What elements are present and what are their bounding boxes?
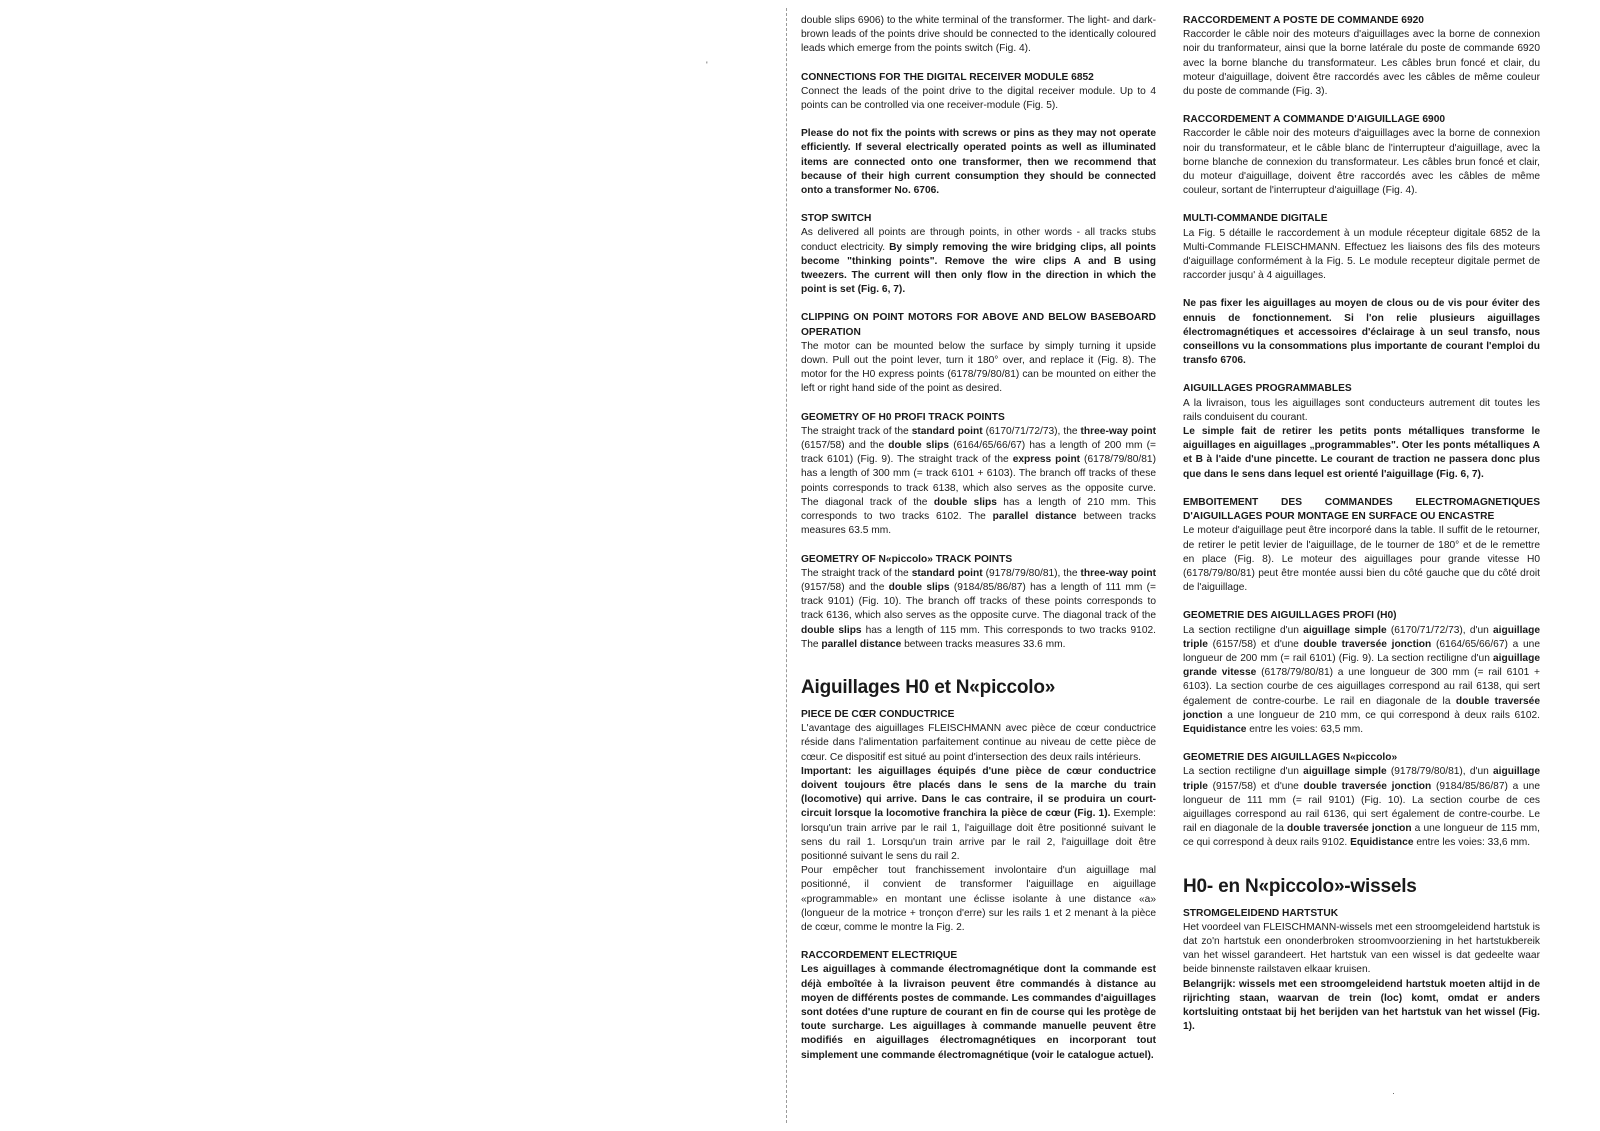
bold-run: double traversée jonction — [1303, 780, 1432, 792]
bold-run: three-way point — [1080, 567, 1156, 579]
geometrie-n-section — [1183, 751, 1540, 850]
right-column — [1183, 14, 1540, 1048]
section-heading: RACCORDEMENT A COMMANDE D'AIGUILLAGE 6900 — [1183, 114, 1446, 126]
text-run: (6178/79/80/81) has a length of 300 mm (= track 6101 + 6103). The branch off tracks of these points corresponds to track 6138, which also serves as the opposite curve. The diagonal track of the — [801, 454, 1156, 508]
scan-speck: · — [1392, 1088, 1395, 1098]
stop-switch-section — [801, 212, 1156, 297]
text-run: The straight track of the — [801, 425, 912, 437]
text-run: (6164/65/66/67) a une longueur de 200 mm (= rail 6101) (Fig. 9). La section rectiligne d'un — [1183, 638, 1540, 664]
commande-6900-section — [1183, 113, 1540, 198]
section-text — [1183, 765, 1540, 850]
section-heading: STOP SWITCH — [801, 213, 872, 225]
text-run: a une longueur de 210 mm, ce qui correspond à deux rails 6102. — [1222, 709, 1540, 721]
text-run: (9184/85/86/87) has a length of 111 mm (= track 9101) (Fig. 10). The branch off tracks of these points corresponds to track 6136, which also serves as the opposite curve. The diagonal track of the — [801, 581, 1156, 622]
text-run: La section rectiligne d'un — [1183, 624, 1304, 636]
geometry-h0-section — [801, 411, 1156, 539]
section-heading: GEOMETRY OF H0 PROFI TRACK POINTS — [801, 411, 1005, 423]
section-text: Les aiguillages à commande électromagnétique dont la commande est déjà emboîtée à la livraison peuvent être commandés à distance au moyen de différents postes de commande. Les commandes d'aiguillages sont dotées d'une rupture de courant en fin de course qui les protège de toute surcharge. Les aiguillages à commande manuelle peuvent être modifiés en aiguillages électromagnétiques en incorporant tout simplement une commande électromagnétique (voir le catalogue actuel). — [801, 964, 1156, 1061]
section-text: Pour empêcher tout franchissement involontaire d'un aiguillage mal positionné, il convient de transformer l'aiguillage en aiguillage «programmable» en montant une éclisse isolante à une distance «a» (longueur de la motrice + tronçon d'erre) sur les rails 1 et 2 menant à la pièce de cœur, comme le montre la Fig. 2. — [801, 865, 1156, 933]
section-heading: GEOMETRIE DES AIGUILLAGES PROFI (H0) — [1183, 610, 1397, 622]
scan-speck: ' — [706, 60, 708, 70]
warning-paragraph: Ne pas fixer les aiguillages au moyen de clous ou de vis pour éviter des ennuis de fonctionnement. Si l'on relie plusieurs aiguillages électromagnétiques et accessoires d'éclairage à un seul transfo, nous conseillons vu la consommations plus importante de courant l'emploi du transfo 6706. — [1183, 298, 1540, 367]
bold-run: double slips — [933, 496, 997, 508]
section-text: Raccorder le câble noir des moteurs d'aiguillages avec la borne de connexion noir du transformateur, et le câble blanc de l'interrupteur d'aiguillage, avec la borne blanche de connexion du transformateur. Les câbles brun foncé et clair, du moteur d'aiguillage, doivent être raccordés avec les câbles de même couleur, sortant de l'interrupteur d'aiguillage (Fig. 4). — [1183, 128, 1540, 197]
french-section-title: Aiguillages H0 et N«piccolo» — [801, 676, 1056, 698]
text-run: (6157/58) et d'une — [1207, 638, 1304, 650]
bold-run: Important: les aiguillages équipés d'une pièce de cœur conductrice doivent toujours être placés dans le sens de la marche du train (locomotive) qui arrive. Dans le cas contraire, il se produira un court-circuit lorsque la locomotive franchira la pièce de cœur (Fig. 1). — [801, 765, 1156, 820]
section-heading: AIGUILLAGES PROGRAMMABLES — [1183, 383, 1352, 395]
bold-run: standard point — [911, 425, 983, 437]
left-column — [801, 14, 1156, 1077]
digital-receiver-section — [801, 71, 1156, 114]
text-run: (6178/79/80/81) a une longueur de 300 mm (= rail 6101 + 6103). La section courbe de ces aiguillages correspond au rail 6138, qui sert également de contre-courbe. Le rail en diagonale de la — [1183, 667, 1540, 707]
raccordement-electrique-section — [801, 949, 1156, 1063]
section-text — [801, 425, 1156, 539]
bold-run: double slips — [801, 624, 862, 636]
section-heading: STROMGELEIDEND HARTSTUK — [1183, 907, 1339, 919]
text-run: (6157/58) and the — [801, 440, 889, 452]
bold-run: aiguillage triple — [1183, 624, 1540, 650]
emboitement-section — [1183, 496, 1540, 595]
intro-paragraph: double slips 6906) to the white terminal of the transformer. The light- and dark-brown leads of the points drive should be connected to the identically coloured leads which emerge from the points switch (Fig. 4). — [801, 15, 1156, 55]
coeur-section — [801, 708, 1156, 935]
section-heading: MULTI-COMMANDE DIGITALE — [1183, 213, 1328, 225]
text-run: entre les voies: 33,6 mm. — [1413, 837, 1531, 849]
section-text: Le moteur d'aiguillage peut être incorporé dans la table. Il suffit de le retourner, de retirer le petit levier de l'aiguillage, de le tourner de 180° et de le remettre en place (Fig. 8). Le moteur des aiguillages pour grande vitesse H0 (6178/79/80/81) peut être montée aussi bien du côté gauche que du côté droit de l'aiguillage. — [1183, 525, 1540, 594]
multi-commande-section — [1183, 212, 1540, 283]
text-run: (9184/85/86/87) a une longueur de 111 mm (= rail 9101) (Fig. 10). La section courbe de ces aiguillages correspond au rail 6136, qui sert également de contre-courbe. Le rail en diagonale de la — [1183, 780, 1540, 835]
section-text: A la livraison, tous les aiguillages sont conducteurs autrement dit toutes les rails conduisent du courant. — [1183, 397, 1540, 423]
bold-run: aiguillage triple — [1183, 766, 1540, 792]
warning-paragraph: Please do not fix the points with screws or pins as they may not operate efficiently. If several electrically operated points as well as illuminated items are connected onto one transformer, then we recommend that because of their high current consumption they should be connected onto a transformer No. 6706. — [801, 128, 1156, 197]
section-heading: CLIPPING ON POINT MOTORS FOR ABOVE AND BELOW BASEBOARD OPERATION — [801, 312, 1156, 338]
bold-run: aiguillage grande vitesse — [1183, 652, 1540, 679]
bold-run: double slips — [888, 581, 950, 593]
text-run: (9178/79/80/81), the — [982, 567, 1081, 579]
section-text: Belangrijk: wissels met een stroomgeleidend hartstuk moeten altijd in de rijrichting staan, waarvan de trein (loc) komt, omdat er anders kortsluiting ontstaat bij het berijden van het hartstuk van het wissel (Fig. 1). — [1183, 978, 1540, 1033]
dutch-section-title: H0- en N«piccolo»-wissels — [1183, 875, 1417, 897]
bold-run: Equidistance — [1350, 837, 1414, 849]
section-heading: GEOMETRY OF N«piccolo» TRACK POINTS — [801, 553, 1013, 565]
section-text — [801, 567, 1156, 652]
bold-run: express point — [1012, 454, 1081, 466]
section-text — [801, 765, 1156, 864]
section-text: Connect the leads of the point drive to the digital receiver module. Up to 4 points can be controlled via one receiver-module (Fig. 5). — [801, 85, 1156, 112]
text-run: La section rectiligne d'un — [1183, 766, 1304, 778]
geometrie-h0-section — [1183, 609, 1540, 737]
text-run: As delivered all points are through points, in other words - all tracks stubs conduct electricity. — [801, 227, 1156, 253]
section-heading: EMBOITEMENT DES COMMANDES ELECTROMAGNETIQUES D'AIGUILLAGES POUR MONTAGE EN SURFACE OU ENCASTRE — [1183, 496, 1540, 523]
text-run: between tracks measures 33.6 mm. — [901, 638, 1066, 650]
text-run: between tracks measures 63.5 mm. — [801, 511, 1156, 537]
bold-run: aiguillage simple — [1303, 766, 1387, 778]
bold-run: three-way point — [1080, 425, 1156, 437]
bold-run: aiguillage simple — [1303, 624, 1387, 636]
section-heading: CONNECTIONS FOR THE DIGITAL RECEIVER MODULE 6852 — [801, 71, 1094, 83]
clipping-section — [801, 311, 1156, 396]
text-run: has a length of 115 mm. This corresponds to two tracks 9102. The — [801, 624, 1156, 650]
bold-run: double slips — [888, 440, 950, 452]
section-heading: GEOMETRIE DES AIGUILLAGES N«piccolo» — [1183, 752, 1398, 764]
section-heading: RACCORDEMENT ELECTRIQUE — [801, 950, 958, 962]
bold-run: standard point — [911, 567, 983, 579]
page-fold-divider — [786, 8, 787, 1123]
geometry-n-section — [801, 553, 1156, 652]
section-text: Raccorder le câble noir des moteurs d'aiguillages avec la borne de connexion noir du tranformateur, ainsi que la borne latérale du poste de commande 6920 avec la borne blanche du transformateur. Les câbles brun foncé et clair, du moteur d'aiguillage, doivent être raccordés avec les câbles de même couleur du poste de commande (Fig. 3). — [1183, 29, 1540, 98]
section-text: La Fig. 5 détaille le raccordement à un module récepteur digitale 6852 de la Multi-Commande FLEISCHMANN. Effectuez les liaisons des fils des moteurs d'aiguillage conformément à la Fig. 5. Le module recepteur digitale permet de raccorder jusqu' à 4 aiguillages. — [1183, 227, 1540, 282]
section-heading: PIECE DE CŒR CONDUCTRICE — [801, 708, 955, 720]
text-run: Exemple: lorsqu'un train arrive par le rail 1, l'aiguillage doit être positionné suivant le sens du rail 1. Lorsqu'un train arrive par le rail 2, l'aiguillage doit être positionné suivant le sens du rail 2. — [801, 808, 1156, 862]
text-run: (6164/65/66/67) has a length of 200 mm (= track 6101) (Fig. 9). The straight track of the — [801, 440, 1157, 466]
text-run: (9157/58) and the — [801, 581, 889, 593]
text-run: has a length of 210 mm. This corresponds to two tracks 6102. The — [801, 496, 1156, 523]
section-text — [801, 226, 1156, 297]
section-text: The motor can be mounted below the surface by simply turning it upside down. Pull out the point lever, turn it 180° over, and replace it (Fig. 8). The motor for the H0 express points (6178/79/80/81) can be mounted on either the left or right hand side of the point as desired. — [801, 340, 1156, 395]
text-run: (9157/58) et d'une — [1207, 780, 1304, 792]
bold-run: double traversée jonction — [1303, 638, 1432, 650]
text-run: (6170/71/72/73), the — [982, 425, 1081, 437]
section-text — [1183, 624, 1540, 738]
section-heading: RACCORDEMENT A POSTE DE COMMANDE 6920 — [1183, 15, 1424, 26]
section-text: L'avantage des aiguillages FLEISCHMANN avec pièce de cœur conductrice réside dans l'alimentation parfaitement continue au niveau de cette pièce de cœur. Ce dispositif est situé au point d'intersection des deux rails intérieurs. — [801, 723, 1156, 763]
bold-run: double traversée jonction — [1183, 695, 1540, 721]
programmables-section — [1183, 382, 1540, 481]
hartstuk-section — [1183, 907, 1540, 1035]
poste-6920-section — [1183, 14, 1540, 99]
section-text: Het voordeel van FLEISCHMANN-wissels met een stroomgeleidend hartstuk is dat zo'n hartstuk een ononderbroken stroomvoorziening in het hartstukbereik van het wissel garandeert. Het hartstuk van een wissel is dat gedeelte waar beide binnenste railstaven elkaar kruisen. — [1183, 921, 1540, 976]
text-run: The straight track of the — [801, 567, 912, 579]
bold-run: Equidistance — [1183, 723, 1247, 735]
bold-run: parallel distance — [992, 511, 1077, 523]
bold-run: By simply removing the wire bridging clips, all points become "thinking points". Remove the wire clips A and B using tweezers. The current will then only flow in the direction in which the point is set (Fig. 6, 7). — [801, 241, 1156, 296]
text-run: (6170/71/72/73), d'un — [1386, 624, 1493, 636]
bold-run: double traversée jonction — [1286, 823, 1412, 835]
text-run: entre les voies: 63,5 mm. — [1246, 723, 1364, 735]
text-run: (9178/79/80/81), d'un — [1386, 766, 1493, 778]
section-text: Le simple fait de retirer les petits ponts métalliques transforme le aiguillages en aiguillages „programmables". Oter les ponts métalliques A et B à l'aide d'une pincette. Le courant de traction ne passera donc plus que dans le sens dans lequel est orienté l'aiguillage (Fig. 6, 7). — [1183, 426, 1540, 480]
bold-run: parallel distance — [821, 638, 902, 650]
text-run: a une longueur de 115 mm, ce qui correspond à deux rails 9102. — [1183, 823, 1540, 849]
